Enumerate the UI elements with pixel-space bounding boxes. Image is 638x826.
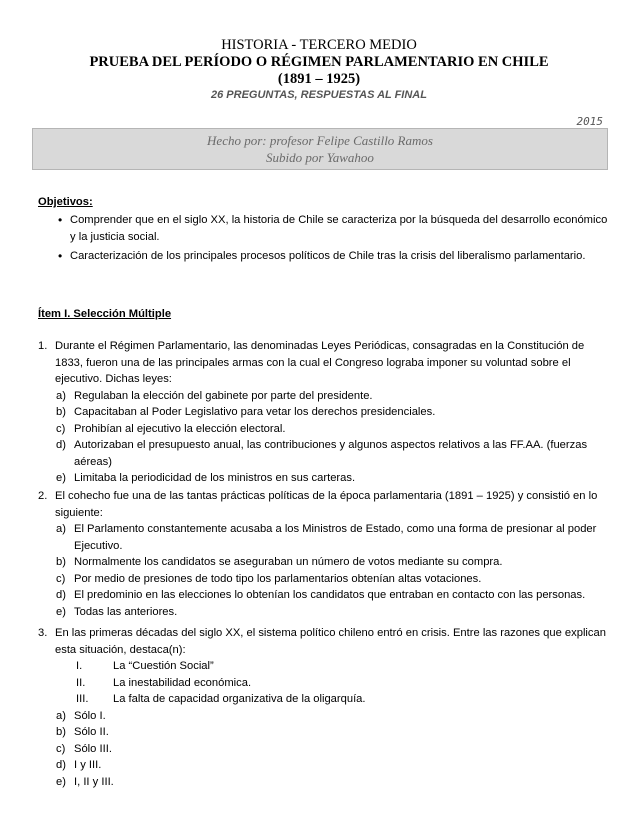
options-list — [38, 521, 608, 620]
author-credit: Hecho por: profesor Felipe Castillo Ramos — [207, 133, 433, 148]
question-number: 1. — [38, 340, 48, 352]
question-number: 2. — [38, 490, 48, 502]
option-b: b) Capacitaban al Poder Legislativo para vetar los derechos presidenciales. — [56, 406, 436, 418]
credit-box — [32, 128, 608, 170]
objective-item: • Caracterización de los principales procesos políticos de Chile tras la crisis del liberalismo parlamentario. — [38, 248, 608, 265]
option-a: a) Regulaban la elección del gabinete por parte del presidente. — [56, 389, 373, 402]
question-stem: El cohecho fue una de las tantas prácticas políticas de la época parlamentaria (1891 – 1925) y consistió en lo siguiente: — [55, 490, 598, 519]
options-list — [38, 708, 608, 791]
objective-item: • Comprender que en el siglo XX, la historia de Chile se caracteriza por la búsqueda del desarrollo económico y la justicia social. — [38, 212, 608, 245]
test-title: PRUEBA DEL PERÍODO O RÉGIMEN PARLAMENTARIO EN CHILE — [89, 54, 549, 70]
option-b: b) Sólo II. — [56, 726, 109, 738]
option-e: e) Todas las anteriores. — [56, 605, 178, 618]
statement-ii: II. La inestabilidad económica. — [76, 676, 252, 689]
question-stem: En las primeras décadas del siglo XX, el sistema político chileno entró en crisis. Entre las razones que explican esta situación, destaca(n): — [55, 627, 606, 656]
option-c: c) Prohibían al ejecutivo la elección electoral. — [56, 422, 286, 435]
option-b: b) Normalmente los candidatos se aseguraban un número de votos mediante su compra. — [56, 556, 503, 568]
option-e: e) I, II y III. — [56, 775, 114, 788]
option-d: d) I y III. — [56, 759, 102, 771]
option-c: c) Por medio de presiones de todo tipo los parlamentarios obtenían altas votaciones. — [56, 572, 482, 585]
objectives-list — [38, 212, 608, 265]
question-stem: Durante el Régimen Parlamentario, las denominadas Leyes Periódicas, consagradas en la Constitución de 1833, fueron una de las principales armas con la cual el Congreso lograba imponer su voluntad sobre el ejecutivo. Dichas leyes: — [55, 340, 585, 385]
question-number: 3. — [38, 627, 48, 639]
option-e: e) Limitaba la periodicidad de los ministros en sus carteras. — [56, 472, 356, 484]
option-c: c) Sólo III. — [56, 742, 112, 755]
option-a: a) Sólo I. — [56, 709, 106, 722]
test-period: (1891 – 1925) — [277, 71, 361, 87]
uploader-credit: Subido por Yawahoo — [266, 150, 374, 165]
statement-i: I. La “Cuestión Social” — [76, 660, 214, 672]
question-3 — [38, 625, 608, 790]
year-label: 2015 — [576, 115, 603, 128]
option-d: d) El predominio en las elecciones lo obtenían los candidatos que entraban en contacto con las personas. — [56, 589, 586, 601]
course-title: HISTORIA - TERCERO MEDIO — [221, 37, 417, 53]
option-d: d) Autorizaban el presupuesto anual, las contribuciones y algunos aspectos relativos a las FF.AA. (fuerzas aéreas) — [56, 439, 588, 468]
option-a: a) El Parlamento constantemente acusaba a los Ministros de Estado, como una forma de presionar al poder Ejecutivo. — [56, 523, 597, 552]
test-subtitle: 26 PREGUNTAS, RESPUESTAS AL FINAL — [211, 89, 427, 101]
objectives-title: Objetivos: — [38, 196, 93, 208]
question-1 — [38, 338, 608, 487]
statement-iii: III. La falta de capacidad organizativa de la oligarquía. — [76, 693, 366, 705]
question-2 — [38, 488, 608, 620]
section-title: Ítem I. Selección Múltiple — [38, 308, 172, 320]
statements-list — [38, 658, 608, 708]
options-list — [38, 388, 608, 487]
